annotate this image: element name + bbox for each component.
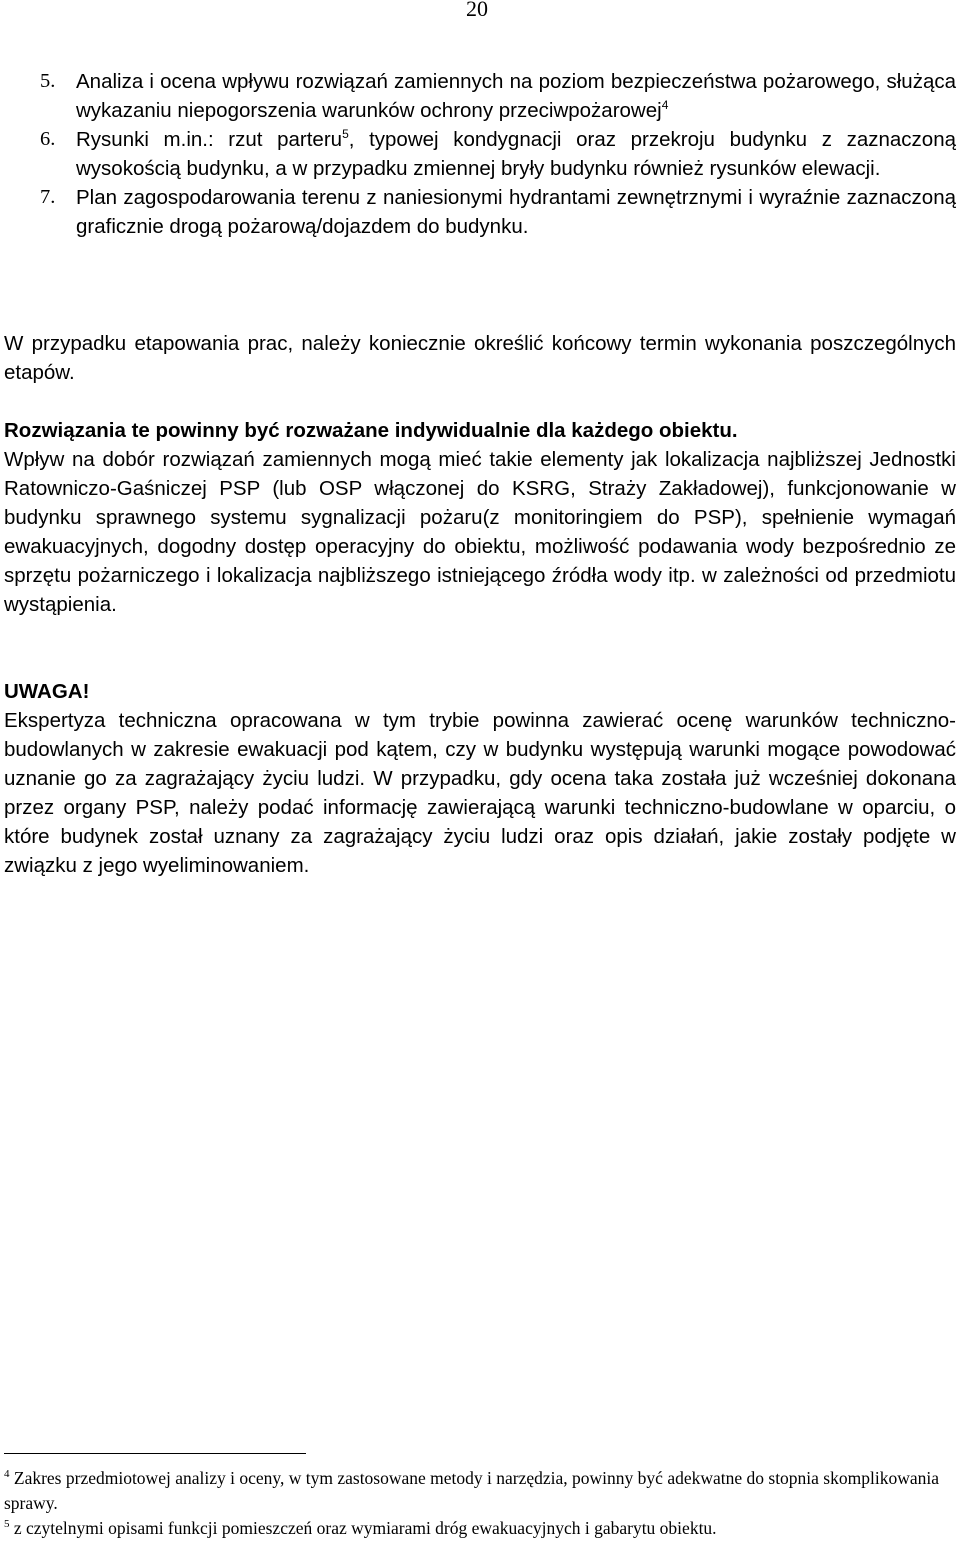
list-item-number: 7. [40, 186, 56, 208]
footnote [4, 1516, 944, 1541]
warning-heading: UWAGA! [4, 680, 90, 703]
footnote [4, 1466, 944, 1516]
footnote-text: z czytelnymi opisami funkcji pomieszczeń oraz wymiarami dróg ewakuacyjnych i gabarytu obiektu. [13, 1518, 717, 1538]
list-item [4, 67, 956, 125]
list-item-number: 6. [40, 128, 56, 150]
list-item-text: Plan zagospodarowania terenu z naniesionymi hydrantami zewnętrznymi i wyraźnie zaznaczoną graficznie drogą pożarową/dojazdem do budynku. [76, 186, 956, 238]
footnote-separator [4, 1453, 306, 1454]
list-item-number: 5. [40, 70, 56, 92]
list-item [4, 183, 956, 241]
footnote-ref: 4 [661, 98, 669, 113]
list-item-text: Rysunki m.in.: rzut parteru$^5$, typowej kondygnacji oraz przekroju budynku z zaznaczoną wysokością budynku, a w przypadku zmiennej bryły budynku również rysunków elewacji. [76, 127, 956, 180]
paragraph-emphasis: Rozwiązania te powinny być rozważane indywidualnie dla każdego obiektu. [4, 419, 738, 442]
warning-paragraph: Ekspertyza techniczna opracowana w tym trybie powinna zawierać ocenę warunków techniczno-budowlanych w zakresie ewakuacji pod kątem, czy w budynku występują warunki mogące powodować uznanie go za zagrażający życiu ludzi. W przypadku, gdy ocena taka została już wcześniej dokonana przez organy PSP, należy podać informację zawierającą warunki techniczno-budowlane w oparciu, o które budynek został uznany za zagrażający życiu ludzi oraz opis działań, jakie zostały podjęte w związku z jego wyeliminowaniem. [4, 709, 956, 877]
list-item-text: Analiza i ocena wpływu rozwiązań zamiennych na poziom bezpieczeństwa pożarowego, służąca wykazaniu niepogorszenia warunków ochrony przeciwpożarowej$^4$ [76, 70, 956, 122]
paragraph-staging: W przypadku etapowania prac, należy koniecznie określić końcowy termin wykonania poszczególnych etapów. [4, 332, 956, 384]
footnote-text: Zakres przedmiotowej analizy i oceny, w tym zastosowane metody i narzędzia, powinny być adekwatne do stopnia skomplikowania sprawy. [4, 1468, 939, 1513]
numbered-list [4, 67, 956, 241]
list-item [4, 125, 956, 183]
footnote-number: 5 [4, 1518, 10, 1531]
footnote-number: 4 [4, 1468, 10, 1481]
footnotes [4, 1466, 944, 1541]
paragraph-factors: Wpływ na dobór rozwiązań zamiennych mogą mieć takie elementy jak lokalizacja najbliższej Jednostki Ratowniczo-Gaśniczej PSP (lub OSP włączonej do KSRG, Straży Zakładowej), funkcjonowanie w budynku sprawnego systemu sygnalizacji pożaru(z monitoringiem do PSP), spełnienie wymagań ewakuacyjnych, dogodny dostęp operacyjny do obiektu, możliwość podawania wody bezpośrednio ze sprzętu pożarniczego i lokalizacja najbliższego istniejącego źródła wody itp. w zależności od przedmiotu wystąpienia. [4, 448, 956, 616]
page-number: 20 [466, 0, 488, 21]
footnote-ref: 5 [342, 127, 349, 142]
